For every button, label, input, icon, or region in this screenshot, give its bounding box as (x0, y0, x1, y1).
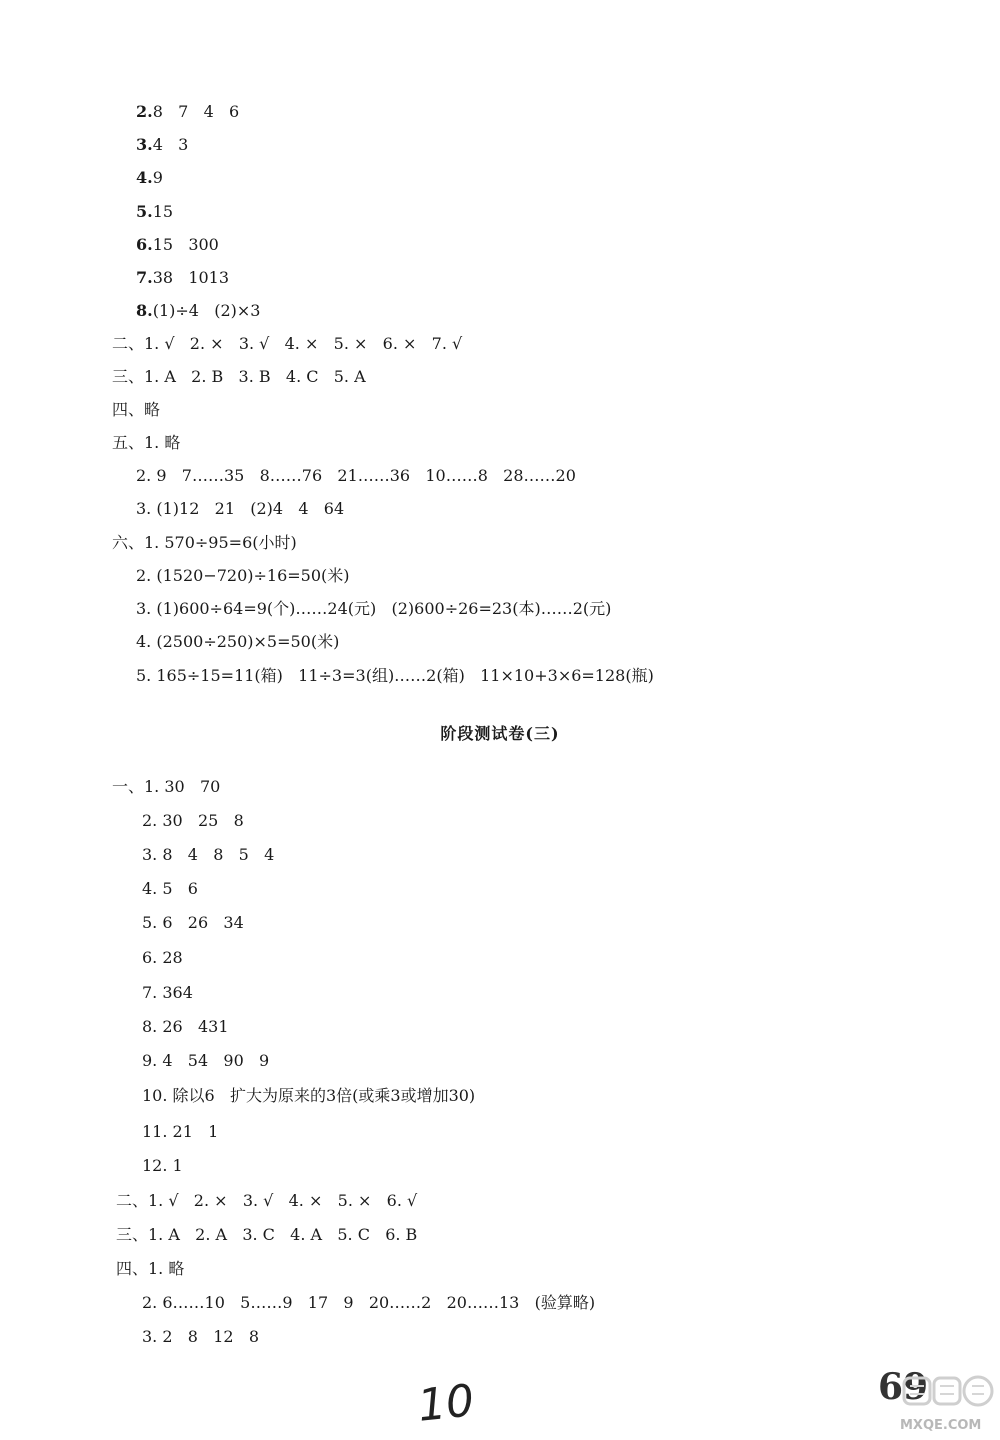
part3-section-1-line: 3. 8 4 8 5 4 (142, 845, 275, 864)
part3-section-1-line: 10. 除以6 扩大为原来的3倍(或乘3或增加30) (142, 1086, 476, 1105)
part3-section-1-line: 12. 1 (142, 1156, 183, 1175)
section-5-line-2: 2. 9 7……35 8……76 21……36 10……8 28……20 (136, 466, 576, 485)
part3-section-1-line: 8. 26 431 (142, 1017, 229, 1036)
answer-line: 8.(1)÷4 (2)×3 (136, 301, 261, 320)
section-6-line: 六、1. 570÷95=6(小时) (112, 533, 297, 552)
section-6-line: 4. (2500÷250)×5=50(米) (136, 632, 340, 651)
answer-line: 6.15 300 (136, 235, 219, 254)
part3-section-1-line: 5. 6 26 34 (142, 913, 244, 932)
part3-section-3-answers: 三、1. A 2. A 3. C 4. A 5. C 6. B (116, 1225, 418, 1244)
part3-section-2-answers: 二、1. √ 2. × 3. √ 4. × 5. × 6. √ (116, 1191, 418, 1210)
section-5-line-1: 五、1. 略 (112, 433, 181, 452)
part3-section-1-line: 7. 364 (142, 983, 193, 1002)
part3-section-1-line: 6. 28 (142, 948, 183, 967)
section-5-line-3: 3. (1)12 21 (2)4 4 64 (136, 499, 345, 518)
watermark-text: MXQE.COM (900, 1418, 982, 1433)
page-number: 69 (878, 1366, 929, 1408)
test-heading: 阶段测试卷(三) (440, 724, 560, 743)
section-6-line: 3. (1)600÷64=9(个)……24(元) (2)600÷26=23(本)……2(元) (136, 599, 612, 618)
answer-line: 3.4 3 (136, 135, 189, 154)
answer-line: 7.38 1013 (136, 268, 230, 287)
section-4-answers: 四、略 (112, 400, 161, 419)
section-3-answers: 三、1. A 2. B 3. B 4. C 5. A (112, 367, 366, 386)
part3-section-1-line: 4. 5 6 (142, 879, 198, 898)
part3-section-1-line: 11. 21 1 (142, 1122, 219, 1141)
part3-section-1-line: 2. 30 25 8 (142, 811, 244, 830)
part3-section-4-line: 四、1. 略 (116, 1259, 185, 1278)
answer-line: 4.9 (136, 168, 163, 187)
answer-line: 2.8 7 4 6 (136, 102, 240, 121)
part3-section-1-line: 9. 4 54 90 9 (142, 1051, 270, 1070)
part3-section-1-line: 一、1. 30 70 (112, 777, 221, 796)
part3-section-4-line: 3. 2 8 12 8 (142, 1327, 260, 1346)
answer-line: 5.15 (136, 202, 174, 221)
section-6-line: 5. 165÷15=11(箱) 11÷3=3(组)……2(箱) 11×10+3×6=128(瓶) (136, 666, 654, 685)
part3-section-4-line: 2. 6……10 5……9 17 9 20……2 20……13 (验算略) (142, 1293, 596, 1312)
handwritten-mark: 10 (415, 1375, 477, 1432)
section-6-line: 2. (1520−720)÷16=50(米) (136, 566, 350, 585)
section-2-answers: 二、1. √ 2. × 3. √ 4. × 5. × 6. × 7. √ (112, 334, 463, 353)
